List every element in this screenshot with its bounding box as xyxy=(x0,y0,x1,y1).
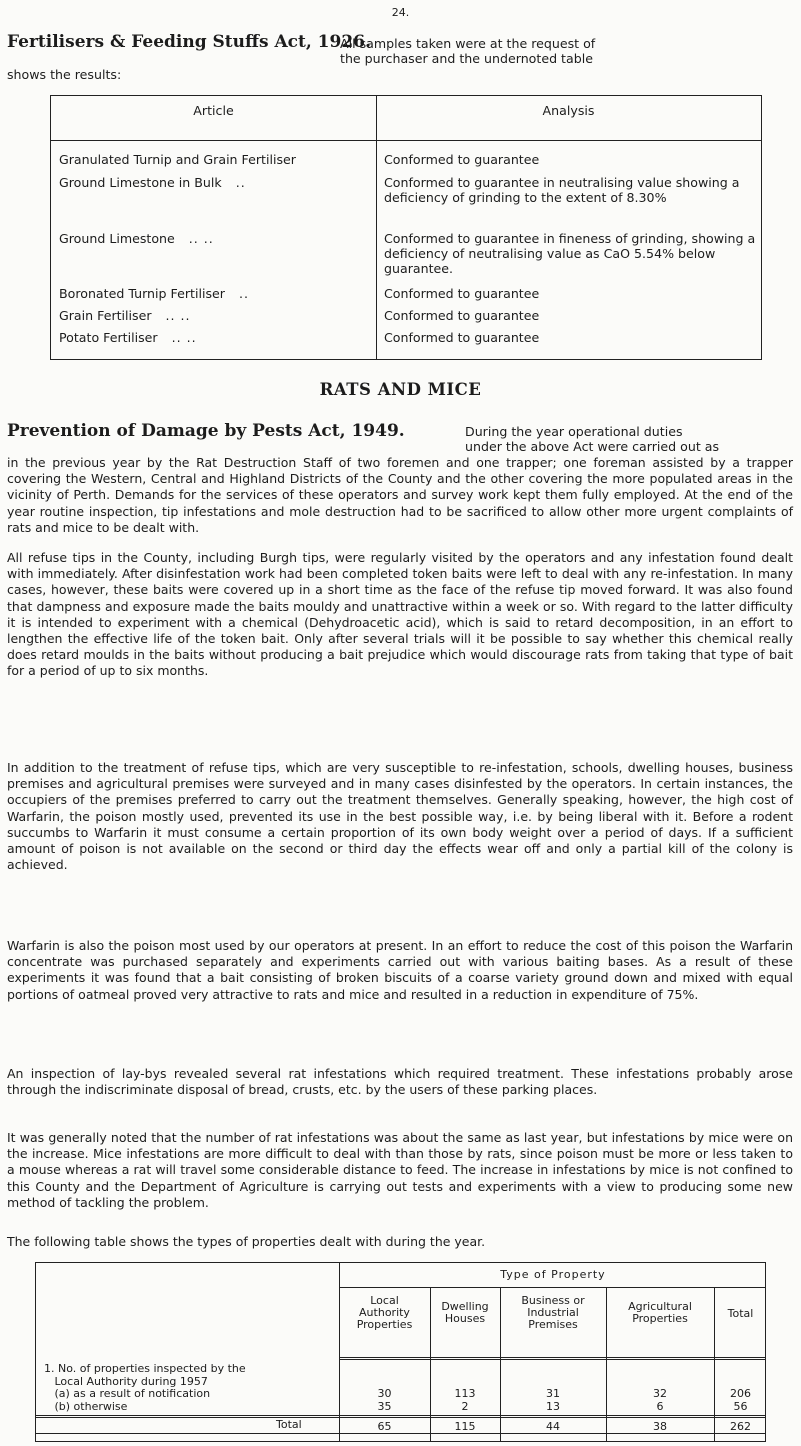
table-divider xyxy=(36,1415,765,1416)
table-divider xyxy=(339,1359,765,1360)
table-cell: 44 xyxy=(546,1420,560,1433)
column-header-dwelling-houses: Dwelling Houses xyxy=(441,1300,489,1325)
column-header-analysis: Analysis xyxy=(542,103,595,118)
table-row-analysis: Conformed to guarantee xyxy=(384,286,540,301)
paragraph-warfarin: Warfarin is also the poison most used by our operators at present. In an effort to reduce the cost of this poison the Warfarin concentrate was purchased separately and experiments carried out with various baiting bases. As a result of these experiments it was found that a bait consisting of broken biscuits of a coarse variety ground down and mixed with equal portions of oatmeal proved very attractive to rats and mice and resulted in a reduction in expenditure of 75%. xyxy=(7,938,793,1002)
paragraph-staff: in the previous year by the Rat Destruction Staff of two foremen and one trapper; one foreman assisted by a trapper covering the Western, Central and Highland Districts of the County and the other covering the more populated areas in the vicinity of Perth. Demands for the services of these operators and survey work kept them fully employed. At the end of the year routine inspection, tip infestations and mole destruction had to be sacrificed to allow other more urgent complaints of rats and mice to be dealt with. xyxy=(7,455,793,535)
table-divider xyxy=(36,1433,765,1434)
table-cell: 2 xyxy=(461,1400,469,1413)
table-cell: 56 xyxy=(733,1400,748,1413)
table-divider xyxy=(51,140,761,141)
table-row-article: Ground Limestone .. .. xyxy=(59,231,214,246)
fertilisers-intro-line1: All samples taken were at the request of xyxy=(340,36,596,51)
table-row-analysis: Conformed to guarantee xyxy=(384,308,540,323)
table-row-analysis: Conformed to guarantee xyxy=(384,152,540,167)
row-label-inspected: 1. No. of properties inspected by the Local Authority during 1957 (a) as a result of notification (b) otherwise xyxy=(44,1362,246,1413)
table-row-article: Granulated Turnip and Grain Fertiliser xyxy=(59,152,296,167)
column-header-total: Total xyxy=(727,1307,754,1320)
fertilisers-act-title: Fertilisers & Feeding Stuffs Act, 1926. xyxy=(7,32,371,52)
table-row-article: Grain Fertiliser .. .. xyxy=(59,308,191,323)
table-row-article: Potato Fertiliser .. .. xyxy=(59,330,197,345)
table-cell: 13 xyxy=(546,1400,560,1413)
column-header-local-authority: Local Authority Properties xyxy=(356,1294,413,1331)
table-cell: 65 xyxy=(377,1420,392,1433)
pests-intro-line2: under the above Act were carried out as xyxy=(465,439,720,454)
table-cell: 35 xyxy=(377,1400,392,1413)
fertilisers-intro xyxy=(340,36,795,66)
section-heading-rats-and-mice: RATS AND MICE xyxy=(319,380,482,399)
table-cell: 262 xyxy=(730,1420,751,1433)
table-cell: 32 xyxy=(653,1387,667,1400)
fertiliser-analysis-table xyxy=(50,95,762,360)
group-header: Type of Property xyxy=(500,1268,606,1281)
table-divider xyxy=(376,96,377,359)
column-header-agricultural: Agricultural Properties xyxy=(628,1300,692,1325)
table-divider xyxy=(339,1287,765,1288)
table-row-analysis: Conformed to guarantee xyxy=(384,330,540,345)
fertilisers-intro-line2: the purchaser and the undernoted table xyxy=(340,51,593,66)
table-cell: 113 xyxy=(454,1387,476,1400)
table-row-analysis: Conformed to guarantee in fineness of grinding, showing a deficiency of neutralising value as CaO 5.54% below guarantee. xyxy=(384,231,756,276)
table-row-analysis: Conformed to guarantee in neutralising value showing a deficiency of grinding to the extent of 8.30% xyxy=(384,175,740,205)
table-cell: 38 xyxy=(653,1420,667,1433)
table-cell: 30 xyxy=(377,1387,392,1400)
table-divider xyxy=(36,1417,765,1418)
pests-act-title: Prevention of Damage by Pests Act, 1949. xyxy=(7,421,405,441)
paragraph-premises: In addition to the treatment of refuse tips, which are very susceptible to re-infestation, schools, dwelling houses, business premises and agricultural premises were surveyed and in many cases disinfested by the operators. In certain instances, the occupiers of the premises preferred to carry out the treatment themselves. Generally speaking, however, the high cost of Warfarin, the poison mostly used, prevented its use in the best possible way, i.e. by being liberal with it. Before a rodent succumbs to Warfarin it must consume a certain proportion of its own body weight over a period of days. If a sufficient amount of poison is not available on the second or third day the effects wear off and only a partial kill of the colony is achieved. xyxy=(7,760,793,873)
column-header-business: Business or Industrial Premises xyxy=(521,1294,585,1331)
table-cell: 6 xyxy=(656,1400,664,1413)
column-header-article: Article xyxy=(193,103,234,118)
paragraph-table-intro: The following table shows the types of properties dealt with during the year. xyxy=(7,1234,486,1249)
table-cell: 206 xyxy=(730,1387,751,1400)
property-types-table xyxy=(35,1262,766,1442)
paragraph-refuse-tips: All refuse tips in the County, including Burgh tips, were regularly visited by the operators and any infestation found dealt with immediately. After disinfestation work had been completed token baits were left to deal with any re-infestation. In many cases, however, these baits were covered up in a short time as the face of the refuse tip moved forward. It was also found that dampness and exposure made the baits mouldy and unattractive within a week or so. With regard to the latter difficulty it is intended to experiment with a chemical (Dehydroacetic acid), which is said to retard decomposition, in an effort to lengthen the effective life of the token bait. Only after several trials will it be possible to say whether this chemical really does retard moulds in the baits without producing a bait prejudice which would discourage rats from taking that type of bait for a period of up to six months. xyxy=(7,550,793,679)
fertilisers-intro-line3: shows the results: xyxy=(7,67,122,82)
table-row-article: Ground Limestone in Bulk .. xyxy=(59,175,246,190)
page-number: 24. xyxy=(391,6,410,19)
table-row-article: Boronated Turnip Fertiliser .. xyxy=(59,286,249,301)
table-cell: 31 xyxy=(546,1387,560,1400)
table-divider xyxy=(339,1357,765,1358)
row-label-total: Total xyxy=(276,1418,302,1431)
paragraph-lay-bys: An inspection of lay-bys revealed several rat infestations which required treatment. These infestations probably arose through the indiscriminate disposal of bread, crusts, etc. by the users of these parking places. xyxy=(7,1066,793,1098)
table-cell: 115 xyxy=(454,1420,476,1433)
paragraph-mice: It was generally noted that the number of rat infestations was about the same as last year, but infestations by mice were on the increase. Mice infestations are more difficult to deal with than those by rats, since poison must be more or less taken to a mouse whereas a rat will travel some considerable distance to feed. The increase in infestations by mice is not confined to this County and the Department of Agriculture is carrying out tests and experiments with a view to producing some new method of tackling the problem. xyxy=(7,1130,793,1210)
pests-intro-line1: During the year operational duties xyxy=(465,424,683,439)
pests-intro xyxy=(465,424,798,454)
